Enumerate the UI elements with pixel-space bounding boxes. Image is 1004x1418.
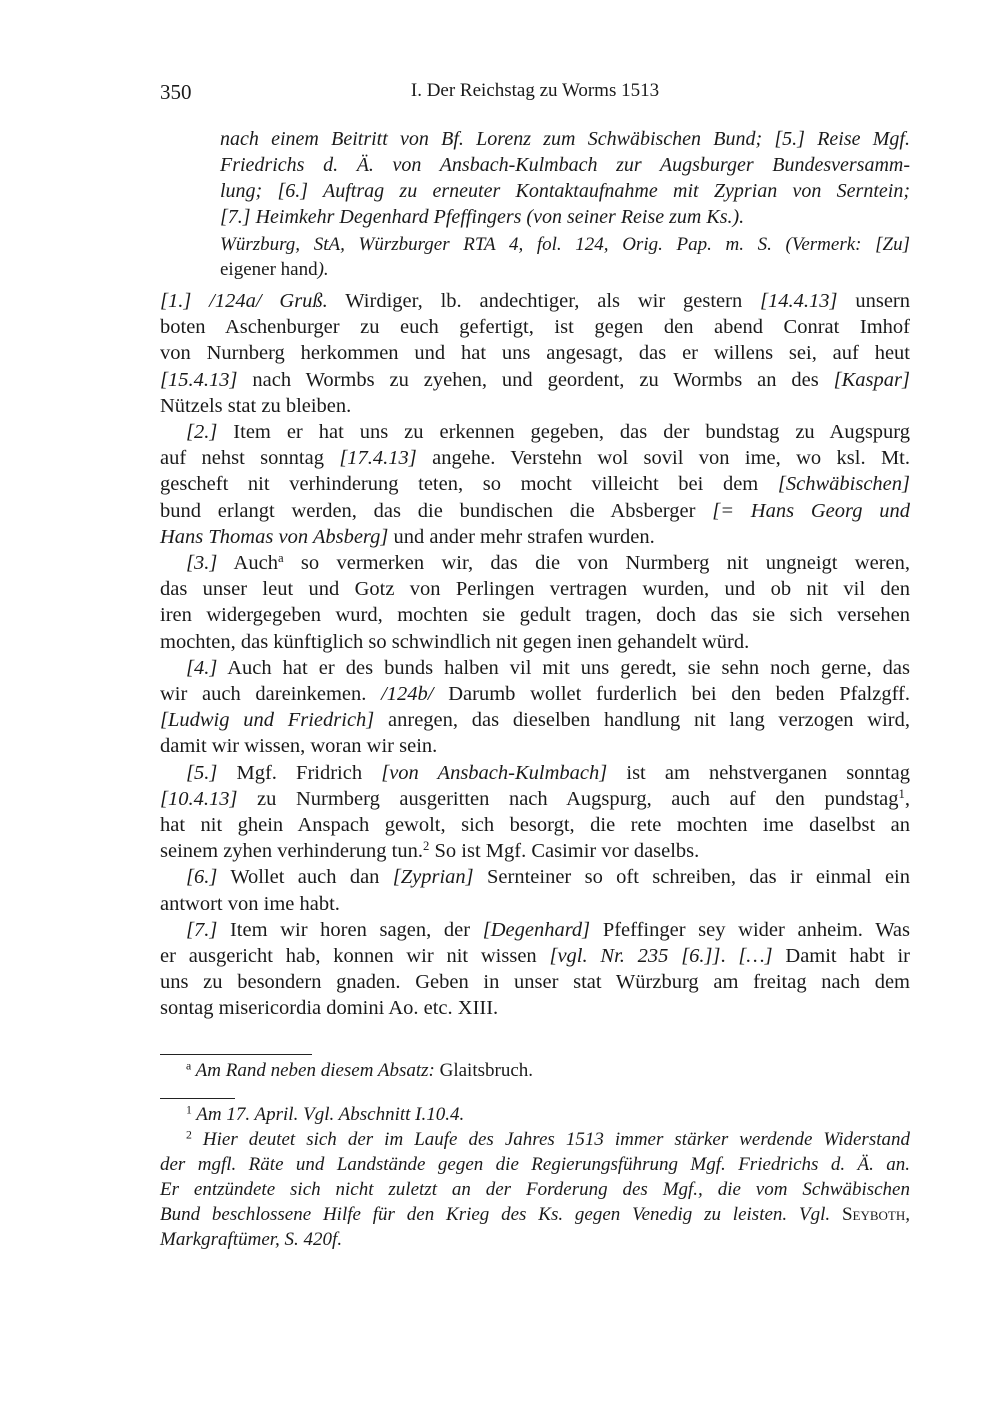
text-segment: [Ludwig und Friedrich]	[160, 709, 375, 732]
text-segment: seinem zyhen verhinderung tun.	[160, 840, 424, 863]
text-line	[160, 812, 910, 838]
text-line	[160, 602, 910, 628]
text-segment: nach einem Beitritt von Bf. Lorenz zum Schwäbischen Bund; [5.] Reise Mgf.	[220, 128, 910, 150]
text-segment: so vermerken wir, das die von Nurmberg nit ungneigt weren,	[283, 552, 910, 575]
text-line	[160, 1202, 910, 1227]
text-segment: damit wir wissen, woran wir sein.	[160, 735, 438, 758]
text-segment: Markgraftümer, S. 420f.	[160, 1229, 343, 1250]
text-segment: [7.]	[186, 918, 218, 941]
text-line	[160, 288, 910, 314]
footnote-divider	[160, 1098, 235, 1099]
text-segment: wir auch dareinkemen.	[160, 683, 382, 706]
text-line	[160, 1227, 910, 1252]
text-segment: [3.]	[186, 552, 218, 575]
text-line	[160, 733, 910, 759]
text-line	[160, 1152, 910, 1177]
text-segment: [5.]	[186, 761, 218, 784]
text-line	[160, 367, 910, 393]
text-segment: [Degenhard]	[482, 918, 591, 941]
paragraph	[220, 232, 910, 282]
text-line	[160, 393, 910, 419]
text-segment: Mgf. Fridrich	[217, 761, 382, 784]
paragraph	[160, 760, 910, 865]
text-segment: [von Ansbach-Kulmbach]	[381, 761, 608, 784]
text-segment: […]	[738, 945, 773, 968]
paragraph	[160, 917, 910, 1022]
text-line	[160, 838, 910, 864]
text-line	[160, 943, 910, 969]
text-line	[160, 707, 910, 733]
text-segment: ,	[904, 787, 910, 810]
text-line	[220, 257, 910, 282]
archival-source	[220, 232, 910, 282]
text-line	[220, 152, 910, 178]
text-segment: von Nurnberg herkommen und hat uns angesagt, das er willens sei, auf heut	[160, 342, 910, 365]
text-segment: Auch	[217, 552, 278, 575]
text-segment: Glaitsbruch.	[434, 1060, 534, 1081]
text-line	[160, 550, 910, 576]
document-summary	[220, 126, 910, 230]
text-line	[160, 995, 910, 1021]
paragraph	[160, 419, 910, 550]
text-segment: Am 17. April. Vgl. Abschnitt I.10.4.	[191, 1104, 465, 1125]
footnote-marker: a	[277, 551, 284, 566]
letter-body	[160, 288, 910, 1022]
text-line	[160, 471, 910, 497]
footnote-marker: 1	[186, 1103, 192, 1117]
text-line	[160, 917, 910, 943]
text-segment: [15.4.13]	[160, 368, 238, 391]
text-segment: Würzburg, StA, Würzburger RTA 4, fol. 124, Orig. Pap. m. S. (Vermerk: [Zu]	[220, 234, 910, 255]
paragraph	[160, 1127, 910, 1252]
text-segment: Darumb wollet furderlich bei den beden Pfalzgff.	[433, 683, 910, 706]
text-line	[220, 204, 910, 230]
text-segment: boten Aschenburger zu euch gefertigt, ist gegen den abend Conrat Imhof	[160, 316, 910, 339]
text-line	[160, 576, 910, 602]
paragraph	[160, 550, 910, 655]
text-segment: Seyboth	[841, 1204, 906, 1225]
text-segment: angehe. Verstehn wol sovil von ime, wo ksl. Mt.	[416, 447, 910, 470]
text-line	[160, 419, 910, 445]
textual-footnotes	[160, 1058, 910, 1083]
text-segment: ist am nehstverganen sonntag	[607, 761, 910, 784]
text-line	[160, 314, 910, 340]
text-segment: iren widergegeben wurd, mochten sie gedult tragen, doch das sie sich versehen	[160, 604, 910, 627]
footnote-marker: 1	[898, 786, 905, 801]
text-line	[160, 524, 910, 550]
text-segment: [Kaspar]	[833, 368, 910, 391]
text-segment: und ander mehr strafen wurden.	[388, 525, 655, 548]
numbered-footnotes	[160, 1102, 910, 1252]
text-segment: [17.4.13]	[339, 447, 417, 470]
footnote-divider	[160, 1054, 312, 1055]
text-segment: antwort von ime habt.	[160, 892, 340, 915]
text-segment: der mgfl. Räte und Landstände gegen die Regierungsführung Mgf. Friedrichs d. Ä. an.	[160, 1154, 910, 1175]
text-line	[160, 655, 910, 681]
text-line	[160, 498, 910, 524]
text-segment: ).	[317, 259, 329, 280]
text-segment: Damit habt ir	[772, 945, 910, 968]
text-line	[220, 178, 910, 204]
text-segment: Am Rand neben diesem Absatz:	[191, 1060, 435, 1081]
paragraph	[160, 288, 910, 419]
text-segment: [1.] /124a/ Gruß.	[160, 290, 328, 312]
text-segment: gescheft nit verhinderung teten, so mocht villeicht bei dem	[160, 473, 778, 496]
text-line	[160, 969, 910, 995]
text-segment: eigener hand	[220, 259, 318, 280]
text-line	[220, 126, 910, 152]
text-line	[160, 1177, 910, 1202]
footnote-marker: 2	[186, 1128, 192, 1142]
text-segment: mochten, das künftiglich so schwindlich nit gegen inen gehandelt würd.	[160, 630, 750, 653]
text-line	[160, 864, 910, 890]
text-segment: [6.]	[186, 866, 218, 889]
text-line	[160, 891, 910, 917]
text-segment: Auch hat er des bunds halben vil mit uns geredt, sie sehn noch gerne, das	[217, 656, 910, 679]
text-segment: So ist Mgf. Casimir vor daselbs.	[429, 840, 700, 863]
text-segment: [4.]	[186, 656, 218, 679]
footnote-marker: 2	[423, 839, 430, 854]
footnote-marker: a	[186, 1059, 192, 1073]
running-title: I. Der Reichstag zu Worms 1513	[410, 80, 660, 101]
text-segment: Pfeffinger sey wider anheim. Was	[590, 918, 910, 941]
text-segment: [Schwäbischen]	[777, 473, 910, 496]
text-segment: zu Nurmberg ausgeritten nach Augspurg, auch auf den pundstag	[237, 787, 899, 810]
text-segment: sontag misericordia domini Ao. etc. XIII.	[160, 997, 499, 1020]
text-segment: bund erlangt werden, das die bundischen die Absberger	[160, 499, 713, 522]
text-segment: unsern	[837, 290, 911, 312]
text-line	[160, 786, 910, 812]
text-line	[160, 760, 910, 786]
text-line	[220, 232, 910, 257]
text-segment: Item er hat uns zu erkennen gegeben, das der bundstag zu Augspurg	[217, 421, 910, 444]
text-segment: .	[720, 945, 739, 968]
text-segment: hat nit ghein Anspach gewolt, sich besorgt, die rete mochten ime daselbst an	[160, 814, 910, 837]
paragraph	[220, 126, 910, 230]
text-line	[160, 1127, 910, 1152]
text-segment: Friedrichs d. Ä. von Ansbach-Kulmbach zur Augsburger Bundesversamm-	[220, 154, 910, 176]
text-line	[160, 445, 910, 471]
text-line	[160, 629, 910, 655]
text-segment: Hier deutet sich der im Laufe des Jahres 1513 immer stärker werdende Widerstand	[191, 1129, 910, 1150]
text-segment: das unser leut und Gotz von Perlingen vertragen wurden, und ob nit vil den	[160, 578, 910, 601]
text-segment: Bund beschlossene Hilfe für den Krieg des Ks. gegen Venedig zu leisten. Vgl.	[160, 1204, 842, 1225]
text-segment: lung; [6.] Auftrag zu erneuter Kontaktaufnahme mit Zyprian von Serntein;	[220, 180, 910, 202]
page-number: 350	[160, 80, 192, 104]
text-segment: /124b/	[381, 683, 434, 706]
text-segment: [vgl. Nr. 235 [6.]]	[549, 945, 721, 968]
text-segment: [2.]	[186, 421, 218, 444]
text-line	[160, 681, 910, 707]
text-segment: [Zyprian]	[392, 866, 474, 889]
text-segment: Nützels stat zu bleiben.	[160, 394, 352, 417]
text-segment: Er entzündete sich nicht zuletzt an der Forderung des Mgf., die vom Schwäbischen	[160, 1179, 910, 1200]
text-segment: nach Wormbs zu zyehen, und geordent, zu Wormbs an des	[237, 368, 834, 391]
paragraph	[160, 864, 910, 916]
text-line	[160, 340, 910, 366]
text-segment: Wollet auch dan	[217, 866, 393, 889]
text-line	[160, 1058, 910, 1083]
text-segment: [= Hans Georg und	[712, 499, 910, 522]
text-segment: ,	[905, 1204, 910, 1225]
text-segment: Sernteiner so oft schreiben, das ir einmal ein	[473, 866, 910, 889]
paragraph	[160, 655, 910, 760]
paragraph	[160, 1102, 910, 1127]
text-segment: auf nehst sonntag	[160, 447, 340, 470]
text-line	[160, 1102, 910, 1127]
text-segment: [10.4.13]	[160, 787, 238, 810]
text-segment: [14.4.13]	[760, 290, 838, 312]
text-segment: er ausgericht hab, konnen wir nit wissen	[160, 945, 550, 968]
paragraph	[160, 1058, 910, 1083]
text-segment: [7.] Heimkehr Degenhard Pfeffingers (von seiner Reise zum Ks.).	[220, 206, 745, 228]
text-segment: Hans Thomas von Absberg]	[160, 525, 389, 548]
text-segment: Wirdiger, lb. andechtiger, als wir gestern	[327, 290, 761, 312]
text-segment: uns zu besondern gnaden. Geben in unser stat Würzburg am freitag nach dem	[160, 971, 910, 994]
text-segment: Item wir horen sagen, der	[217, 918, 483, 941]
text-segment: anregen, das dieselben handlung nit lang verzogen wird,	[374, 709, 911, 732]
